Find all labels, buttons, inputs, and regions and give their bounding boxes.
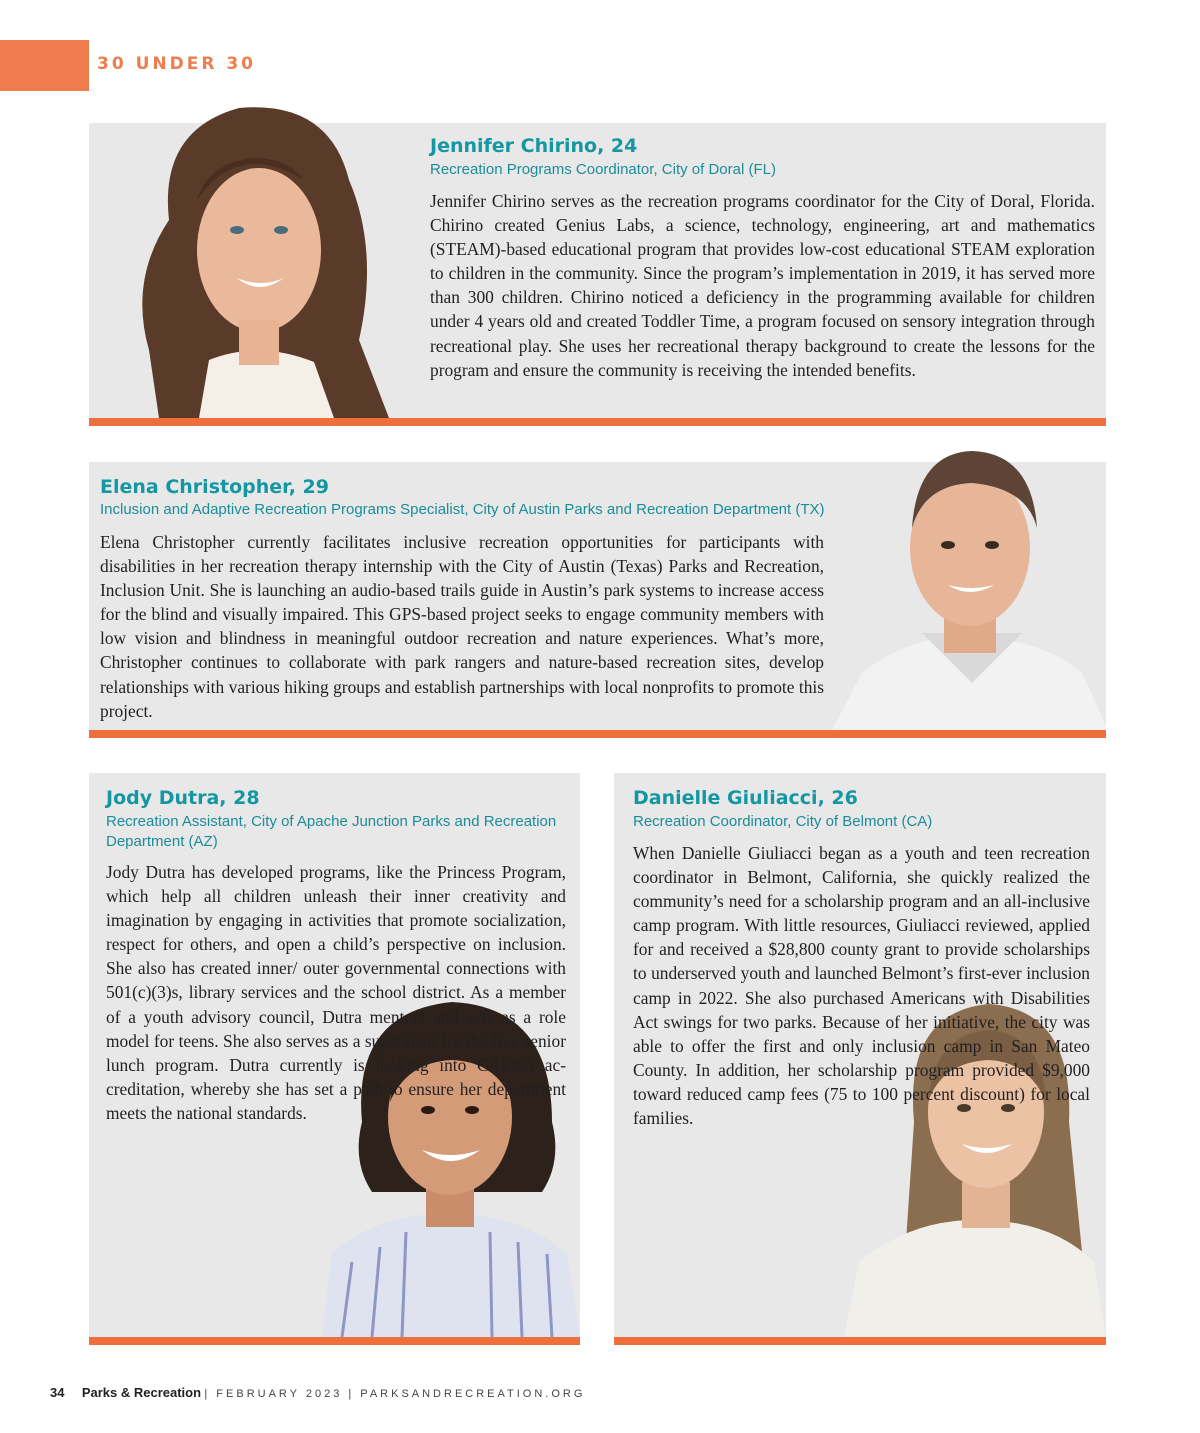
profile-title: Recreation Coordinator, City of Belmont (CA): [633, 813, 933, 830]
header-accent-block: [0, 40, 89, 91]
issue-info: | FEBRUARY 2023 | PARKSANDRECREATION.ORG: [204, 1388, 586, 1400]
card-accent-bar: [89, 418, 1106, 426]
profile-name: Jody Dutra, 28: [106, 787, 260, 809]
profile-title: Recreation Assistant, City of Apache Junction Parks and Recreation Department (AZ): [106, 813, 557, 850]
profile-name: Elena Christopher, 29: [100, 476, 330, 498]
card-accent-bar: [89, 1337, 580, 1345]
profile-photo-elena: [832, 433, 1108, 730]
page-number: 34: [50, 1385, 65, 1400]
page-footer: [50, 1385, 585, 1400]
profile-name: Danielle Giuliacci, 26: [633, 787, 858, 809]
profile-bio: Jennifer Chirino serves as the recreation programs coordinator for the City of Doral, Florida. Chirino created Genius Labs, a science, technology, engineering, art and mathematics (STEAM)-based educational program that provides low-cost educational STEAM exploration to children in the community. Since the program’s implementation in 2019, it has served more than 300 children. Chirino noticed a deficiency in the programming available for children under 4 years old and created Toddler Time, a program focused on sensory integration through recreational play. She uses her recreational therapy background to create the lessons for the program and ensure the community is receiving the intended benefits.: [430, 191, 1095, 380]
magazine-name: Parks & Recreation: [81, 1385, 202, 1400]
profile-bio: Jody Dutra has developed programs, like the Princess Program, which help all children unleash their inner creativity and imagination by engaging in activities that promote socialization, respect for others, and open a child’s perspective on inclusion. She also has created inner/ outer governmental connections with 501(c)(3)s, library services and the school district. As a member of a youth advisory council, Dutra mentors and acts as a role model for teens. She also serves as a supervisor for the free senior lunch program. Dutra currently is looking into CAPRA accreditation, whereby she has set a path to ensure her department meets the national standards.: [106, 862, 566, 1123]
profile-title: Recreation Programs Coordinator, City of Doral (FL): [430, 161, 776, 178]
card-accent-bar: [614, 1337, 1106, 1345]
profile-photo-jennifer: [89, 100, 421, 418]
card-accent-bar: [89, 730, 1106, 738]
profile-bio: When Danielle Giuliacci began as a youth and teen recreation coordinator in Belmont, California, she quickly realized the community’s need for a scholarship program and an all-inclusive camp program. With little resources, Giuliacci reviewed, applied for and received a $28,800 county grant to provide scholarships to underserved youth and launched Belmont’s first-ever inclusion camp in 2022. She also purchased Americans with Disabilities Act swings for two parks. Because of her initiative, the city was able to offer the first and only inclusion camp in San Mateo County. In addition, her scholarship program provided $9,000 toward reduced camp fees (75 to 100 percent discount) for local families.: [633, 843, 1090, 1129]
section-label: 30 UNDER 30: [97, 54, 256, 74]
profile-title: Inclusion and Adaptive Recreation Programs Specialist, City of Austin Parks and Recreation Department (TX): [100, 501, 825, 518]
profile-name: Jennifer Chirino, 24: [430, 135, 638, 157]
profile-bio: Elena Christopher currently facilitates inclusive recreation opportunities for participants with disabilities in her recreation therapy internship with the City of Austin (Texas) Parks and Recreation, Inclusion Unit. She is launching an audio-based trails guide in Austin’s park systems to increase access for the blind and visually impaired. This GPS-based project seeks to engage community members with low vision and blindness in meaningful outdoor recreation and nature experiences. What’s more, Christopher continues to collaborate with park rangers and nature-based recreation sites, develop relationships with various hiking groups and establish partnerships with local nonprofits to promote this project.: [100, 532, 824, 721]
